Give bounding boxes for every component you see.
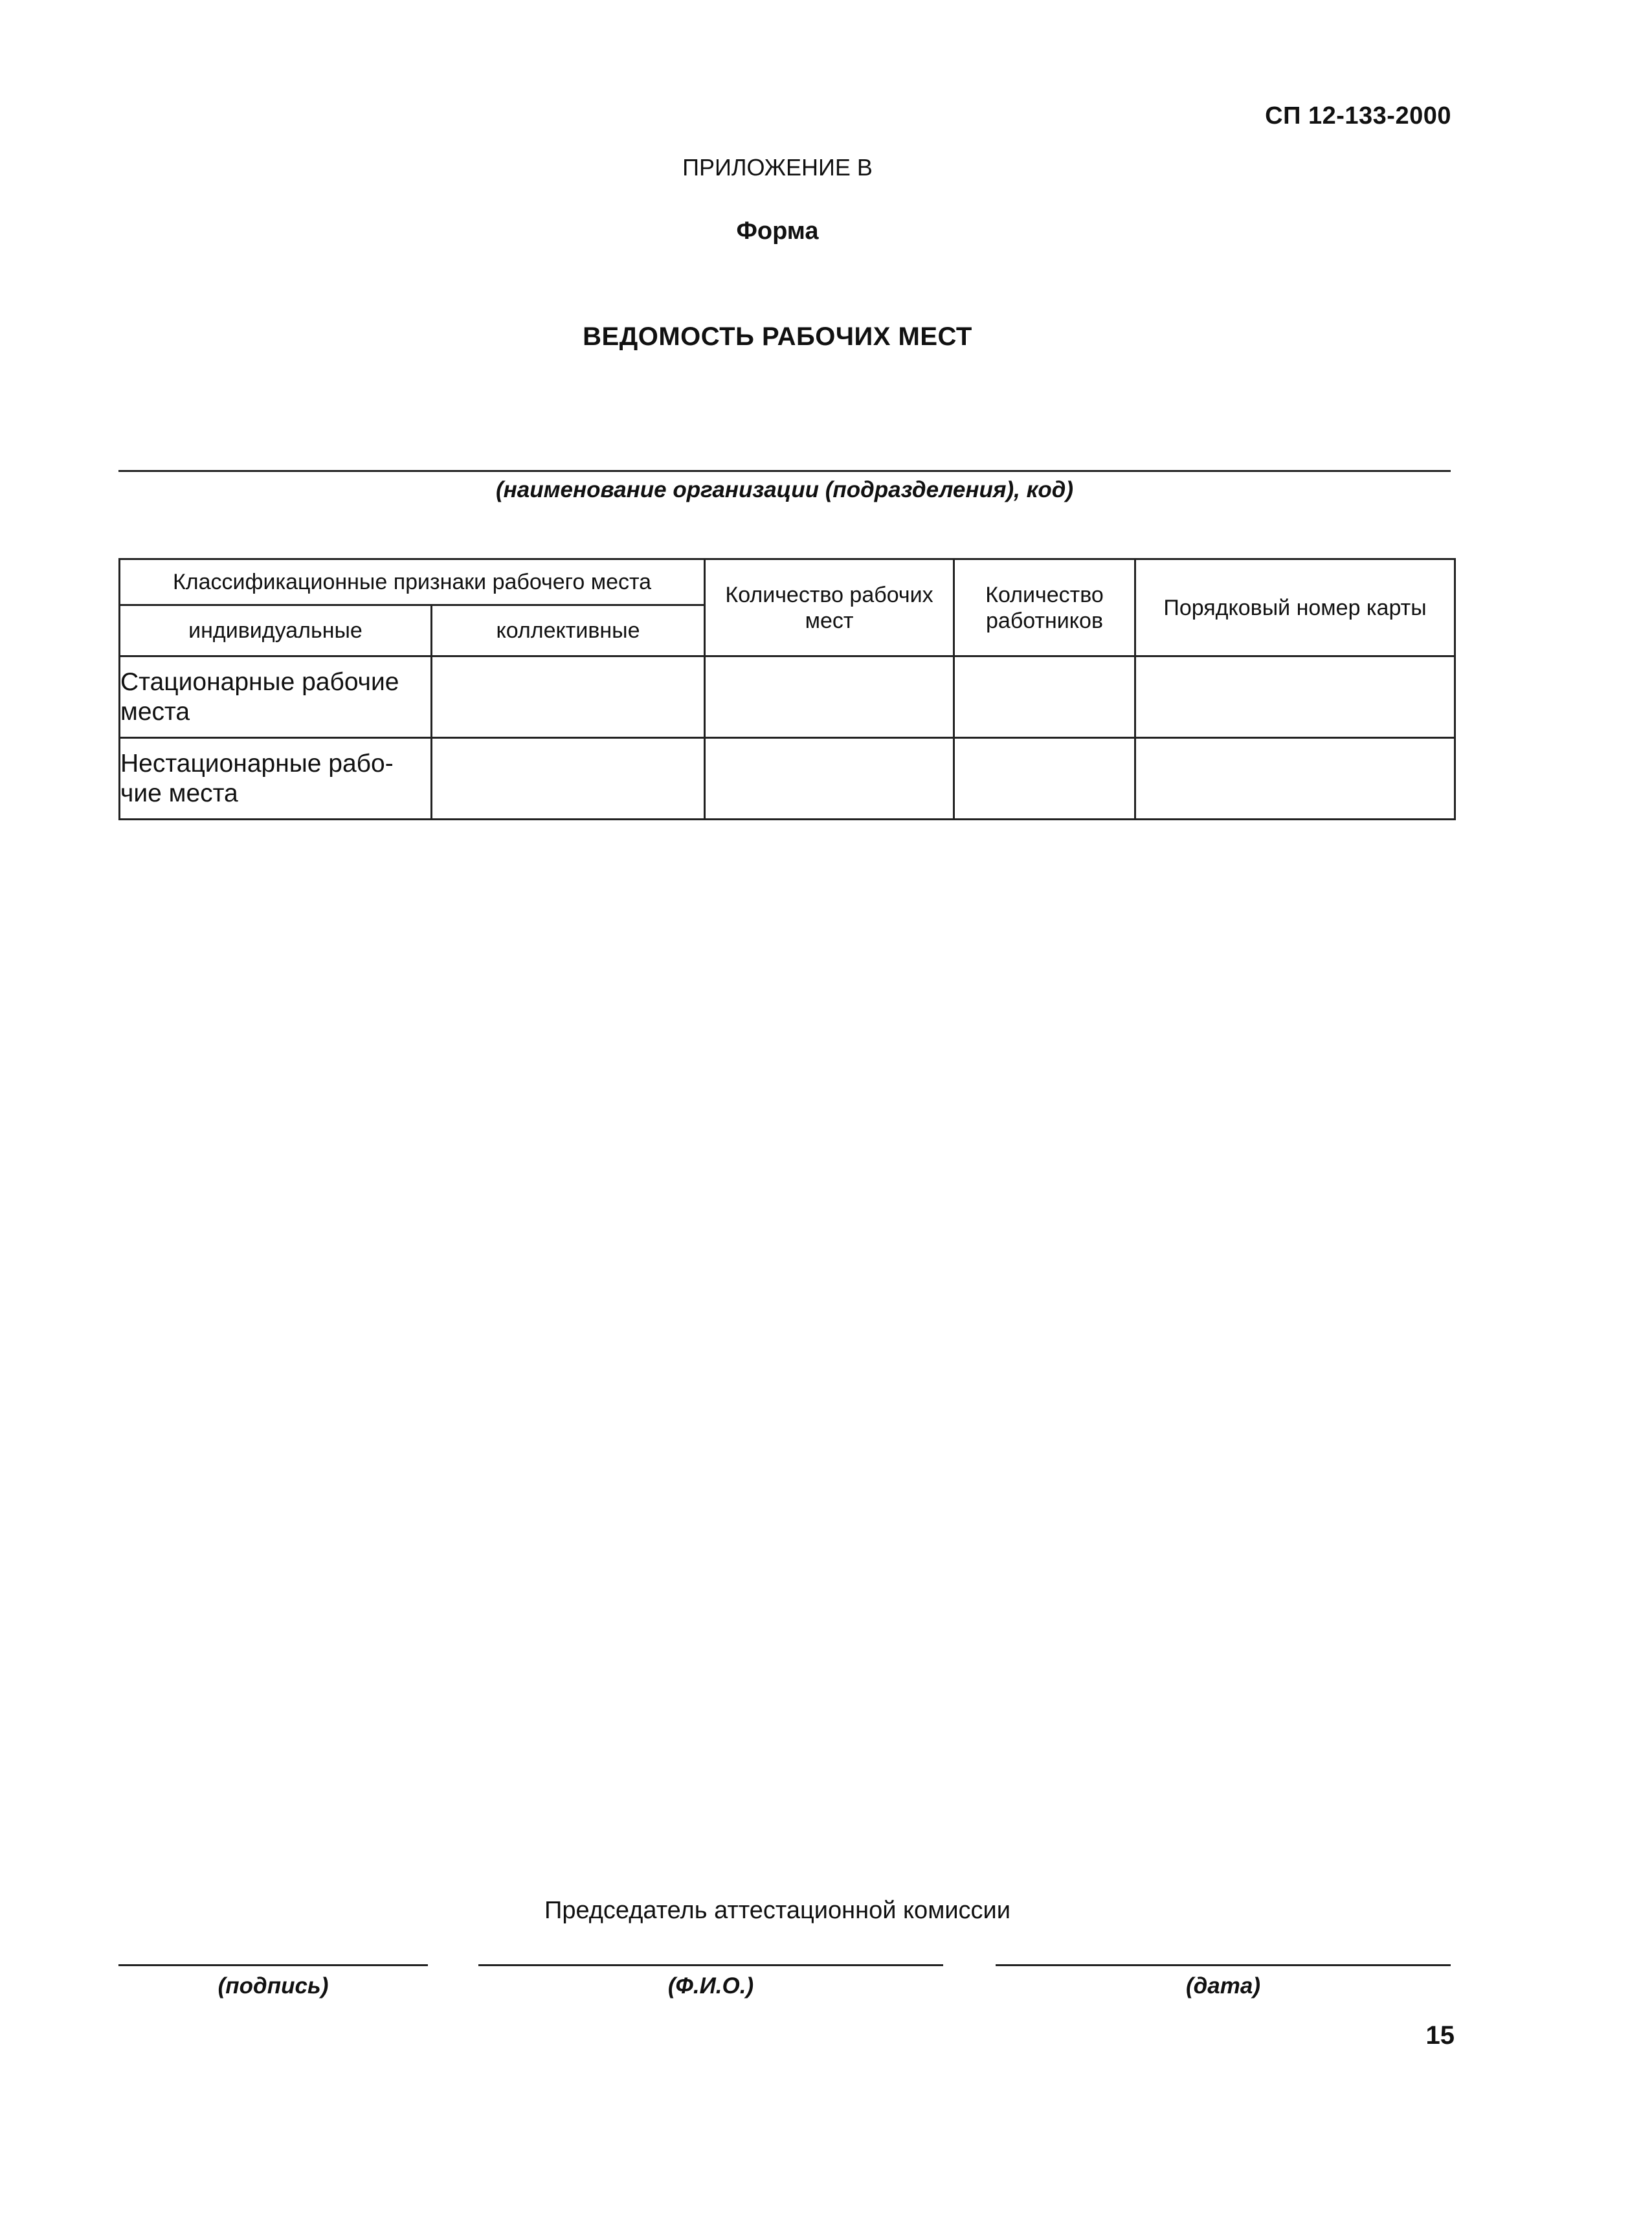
chairman-label: Председатель аттестационной комиссии [544,1897,1010,1924]
table-cell[interactable] [1135,656,1455,738]
full-name-caption: (Ф.И.О.) [667,1973,754,1999]
table-cell[interactable] [705,656,954,738]
subheader-collective: коллективные [432,605,705,656]
table-row [120,656,1455,738]
table-cell[interactable] [432,738,705,820]
date-line[interactable] [996,1964,1451,1966]
classification-header: Классификационные признаки рабочего места [120,559,705,605]
row-label-stationary: Стационарные рабочие места [120,656,432,738]
page-number: 15 [1425,2021,1455,2050]
column-header-card-number: Порядковый номер карты [1135,559,1455,656]
table-cell[interactable] [1135,738,1455,820]
form-label: Форма [736,218,819,245]
column-header-workplace-count: Количество рабочих мест [705,559,954,656]
document-code: СП 12-133-2000 [1265,102,1451,129]
table-cell[interactable] [432,656,705,738]
date-caption: (дата) [1186,1973,1260,1999]
document-title: ВЕДОМОСТЬ РАБОЧИХ МЕСТ [583,322,972,351]
full-name-line[interactable] [478,1964,943,1966]
signature-line[interactable] [118,1964,428,1966]
signature-caption: (подпись) [218,1973,329,1999]
table-cell[interactable] [705,738,954,820]
appendix-label: ПРИЛОЖЕНИЕ В [682,154,873,181]
table-cell[interactable] [954,656,1135,738]
subheader-individual: индивидуальные [120,605,432,656]
column-header-worker-count: Количество работников [954,559,1135,656]
organization-caption: (наименование организации (подразделения), код) [496,477,1073,502]
organization-name-line [118,470,1451,472]
row-label-nonstationary: Нестационарные рабо-чие места [120,738,432,820]
table-row [120,738,1455,820]
workplaces-table [118,558,1456,820]
table-cell[interactable] [954,738,1135,820]
